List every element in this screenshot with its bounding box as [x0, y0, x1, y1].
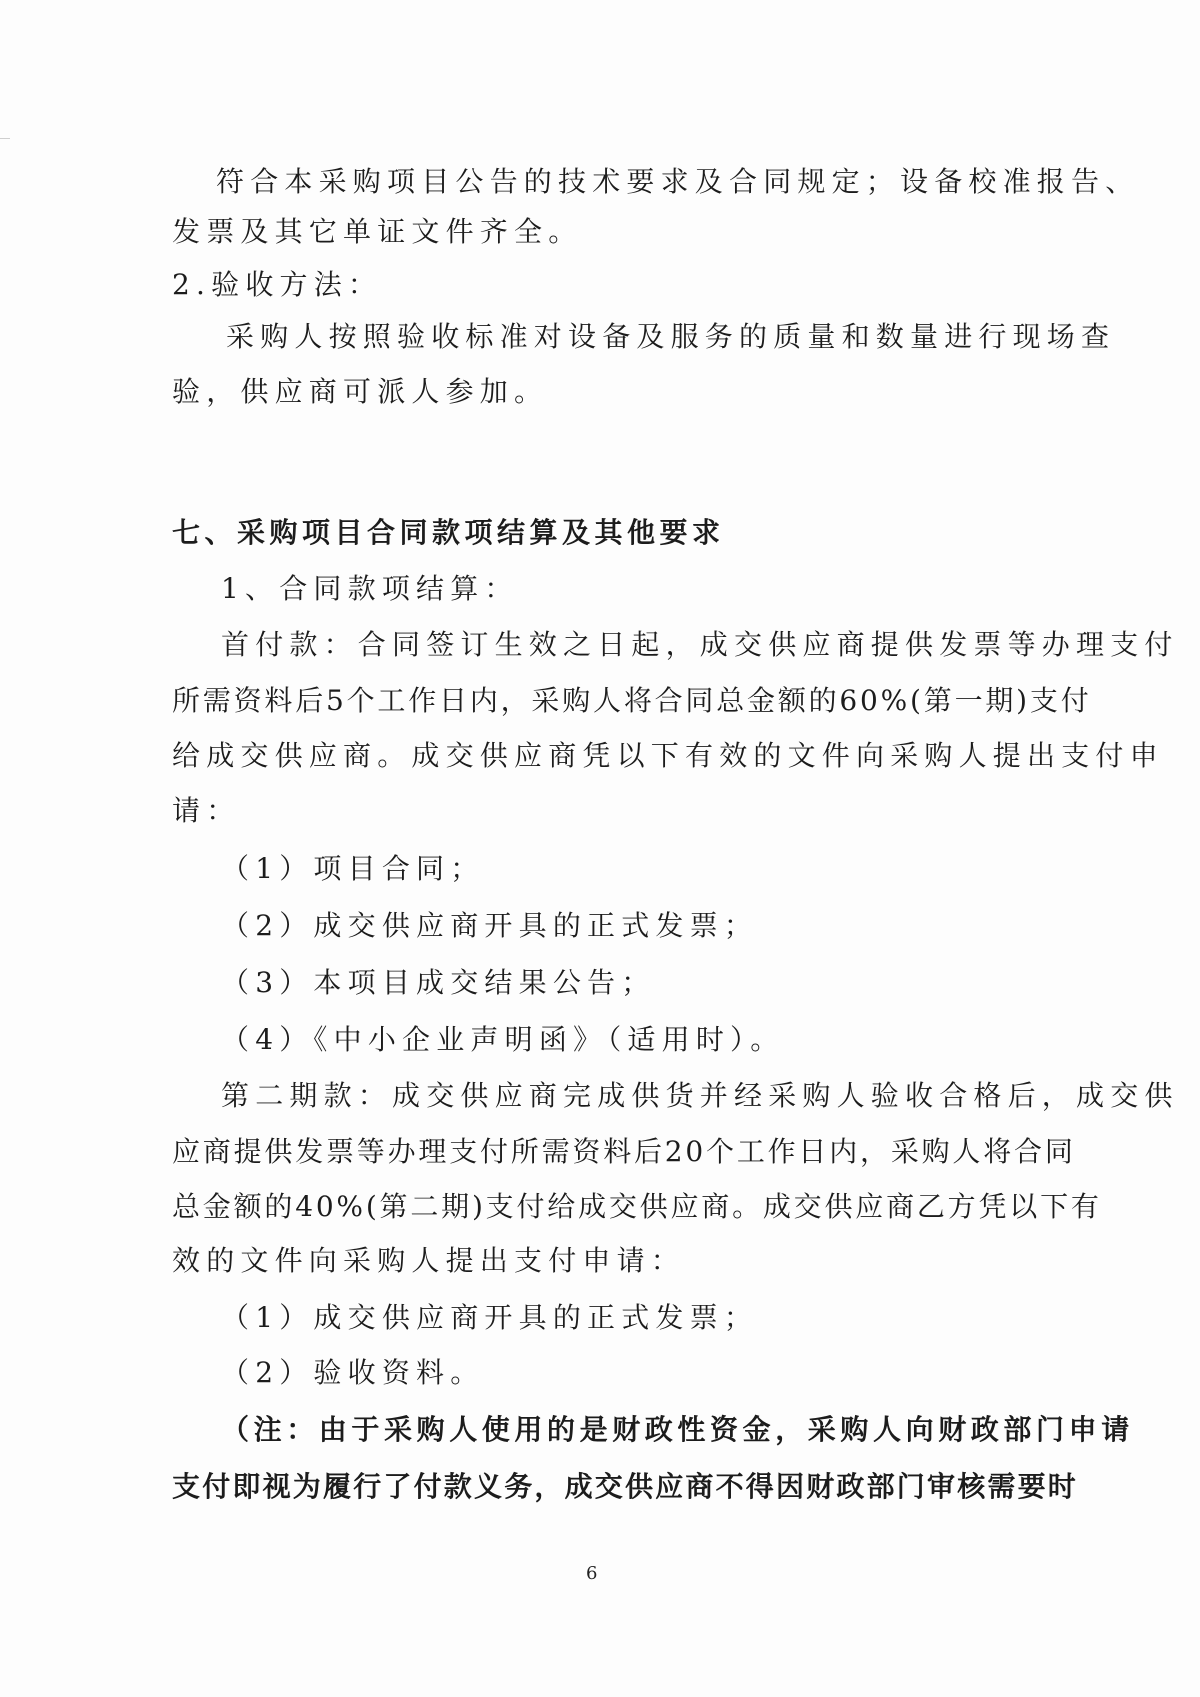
text-line-17: 应商提供发票等办理支付所需资料后20个工作日内，采购人将合同: [172, 1135, 1076, 1168]
list-item-2: （2）成交供应商开具的正式发票；: [221, 909, 759, 942]
list-item-3: （3）本项目成交结果公告；: [221, 966, 656, 999]
note-line-2: 支付即视为履行了付款义务，成交供应商不得因财政部门审核需要时: [172, 1470, 1079, 1503]
list-item-5: （1）成交供应商开具的正式发票；: [221, 1301, 759, 1334]
list-item-4: （4）《中小企业声明函》（适用时）。: [221, 1023, 785, 1056]
text-line-5: 验，供应商可派人参加。: [172, 375, 549, 408]
text-line-3: 2.验收方法：: [172, 268, 383, 301]
list-item-6: （2）验收资料。: [221, 1356, 485, 1389]
section-heading-7: 七、采购项目合同款项结算及其他要求: [172, 516, 725, 549]
text-line-18: 总金额的40%(第二期)支付给成交供应商。成交供应商乙方凭以下有: [172, 1190, 1102, 1223]
text-line-8: 首付款：合同签订生效之日起，成交供应商提供发票等办理支付: [221, 628, 1179, 661]
text-line-16: 第二期款：成交供应商完成供货并经采购人验收合格后，成交供: [221, 1079, 1179, 1112]
text-line-7: 1、合同款项结算：: [221, 572, 519, 605]
text-line-2: 发票及其它单证文件齐全。: [172, 215, 583, 248]
text-line-19: 效的文件向采购人提出支付申请：: [172, 1244, 686, 1277]
note-line-1: （注：由于采购人使用的是财政性资金，采购人向财政部门申请: [221, 1413, 1134, 1446]
text-line-10: 给成交供应商。成交供应商凭以下有效的文件向采购人提出支付申: [172, 739, 1164, 772]
text-line-4: 采购人按照验收标准对设备及服务的质量和数量进行现场查: [226, 320, 1116, 353]
list-item-1: （1）项目合同；: [221, 852, 485, 885]
text-line-11: 请：: [172, 794, 241, 827]
text-line-9: 所需资料后5个工作日内，采购人将合同总金额的60%(第一期)支付: [172, 684, 1092, 717]
text-line-1: 符合本采购项目公告的技术要求及合同规定；设备校准报告、: [216, 165, 1140, 198]
page-number: 6: [586, 1563, 598, 1584]
scan-edge-mark: [0, 138, 10, 139]
